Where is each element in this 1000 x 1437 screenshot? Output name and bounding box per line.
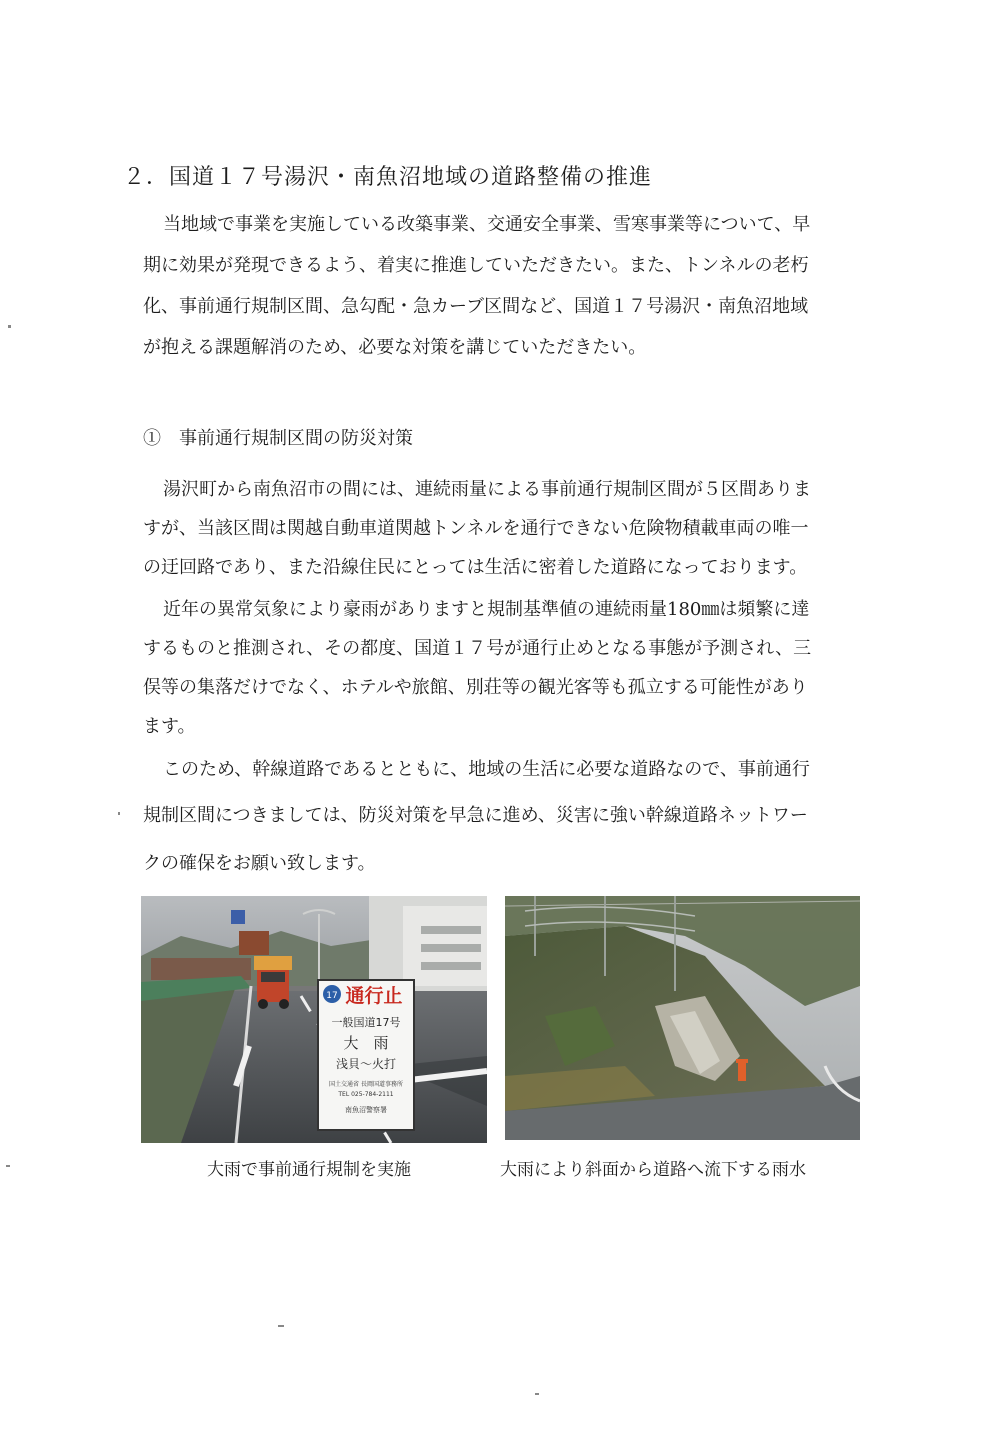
road-closure-photo	[141, 896, 487, 1143]
para2-line-4: ます。	[143, 716, 196, 737]
para3-line-3: クの確保をお願い致します。	[143, 853, 376, 874]
scan-speck	[118, 812, 120, 815]
slope-rainwater-photo	[505, 896, 860, 1140]
intro-line-4: が抱える課題解消のため、必要な対策を講じていただきたい。	[143, 337, 647, 358]
para1-line-3: の迂回路であり、また沿線住民にとっては生活に密着した道路になっております。	[143, 557, 808, 578]
intro-line-2: 期に効果が発現できるよう、着実に推進していただきたい。また、トンネルの老朽	[143, 255, 809, 276]
scan-speck	[278, 1325, 284, 1327]
paragraph-1	[143, 470, 868, 587]
para1-line-1: 湯沢町から南魚沼市の間には、連続雨量による事前通行規制区間が５区間ありま	[163, 479, 811, 500]
sign-line-2: 大 雨	[343, 1034, 389, 1052]
paragraph-2	[143, 590, 868, 746]
left-photo-caption: 大雨で事前通行規制を実施	[207, 1160, 411, 1180]
para2-line-1: 近年の異常気象により豪雨がありますと規制基準値の連続雨量180㎜は頻繁に達	[163, 599, 810, 620]
sign-line-4: 国土交通省 長岡国道事務所	[329, 1081, 403, 1088]
paragraph-3	[143, 749, 868, 886]
sign-line-5: TEL 025-784-2111	[338, 1091, 394, 1098]
sign-line-1: 一般国道17号	[331, 1016, 401, 1029]
scan-speck	[535, 1393, 539, 1395]
sign-line-3: 浅貝～火打	[335, 1057, 397, 1071]
para1-line-2: すが、当該区間は関越自動車道関越トンネルを通行できない危険物積載車両の唯一	[143, 518, 809, 539]
intro-line-3: 化、事前通行規制区間、急勾配・急カーブ区間など、国道１７号湯沢・南魚沼地域	[143, 296, 809, 317]
section-heading: ２．国道１７号湯沢・南魚沼地域の道路整備の推進	[123, 165, 653, 190]
scan-speck	[8, 325, 11, 328]
sign-line-6: 南魚沼警察署	[345, 1106, 387, 1114]
right-photo-caption: 大雨により斜面から道路へ流下する雨水	[500, 1160, 806, 1180]
para3-line-2: 規制区間につきましては、防災対策を早急に進め、災害に強い幹線道路ネットワー	[143, 805, 808, 826]
para3-line-1: このため、幹線道路であるとともに、地域の生活に必要な道路なので、事前通行	[163, 759, 810, 780]
sign-title: 通行止	[345, 985, 403, 1007]
sign-route-badge: 17	[326, 991, 338, 1001]
subsection-heading: ① 事前通行規制区間の防災対策	[143, 428, 413, 449]
slope-rainwater-illustration	[505, 896, 860, 1140]
para2-line-2: するものと推測され、その都度、国道１７号が通行止めとなる事態が予測され、三	[143, 638, 812, 659]
para2-line-3: 俣等の集落だけでなく、ホテルや旅館、別荘等の観光客等も孤立する可能性があり	[143, 677, 808, 698]
scan-speck	[6, 1165, 10, 1167]
road-closure-illustration	[141, 896, 487, 1143]
intro-paragraph	[143, 204, 868, 368]
intro-line-1: 当地域で事業を実施している改築事業、交通安全事業、雪寒事業等について、早	[163, 214, 811, 235]
